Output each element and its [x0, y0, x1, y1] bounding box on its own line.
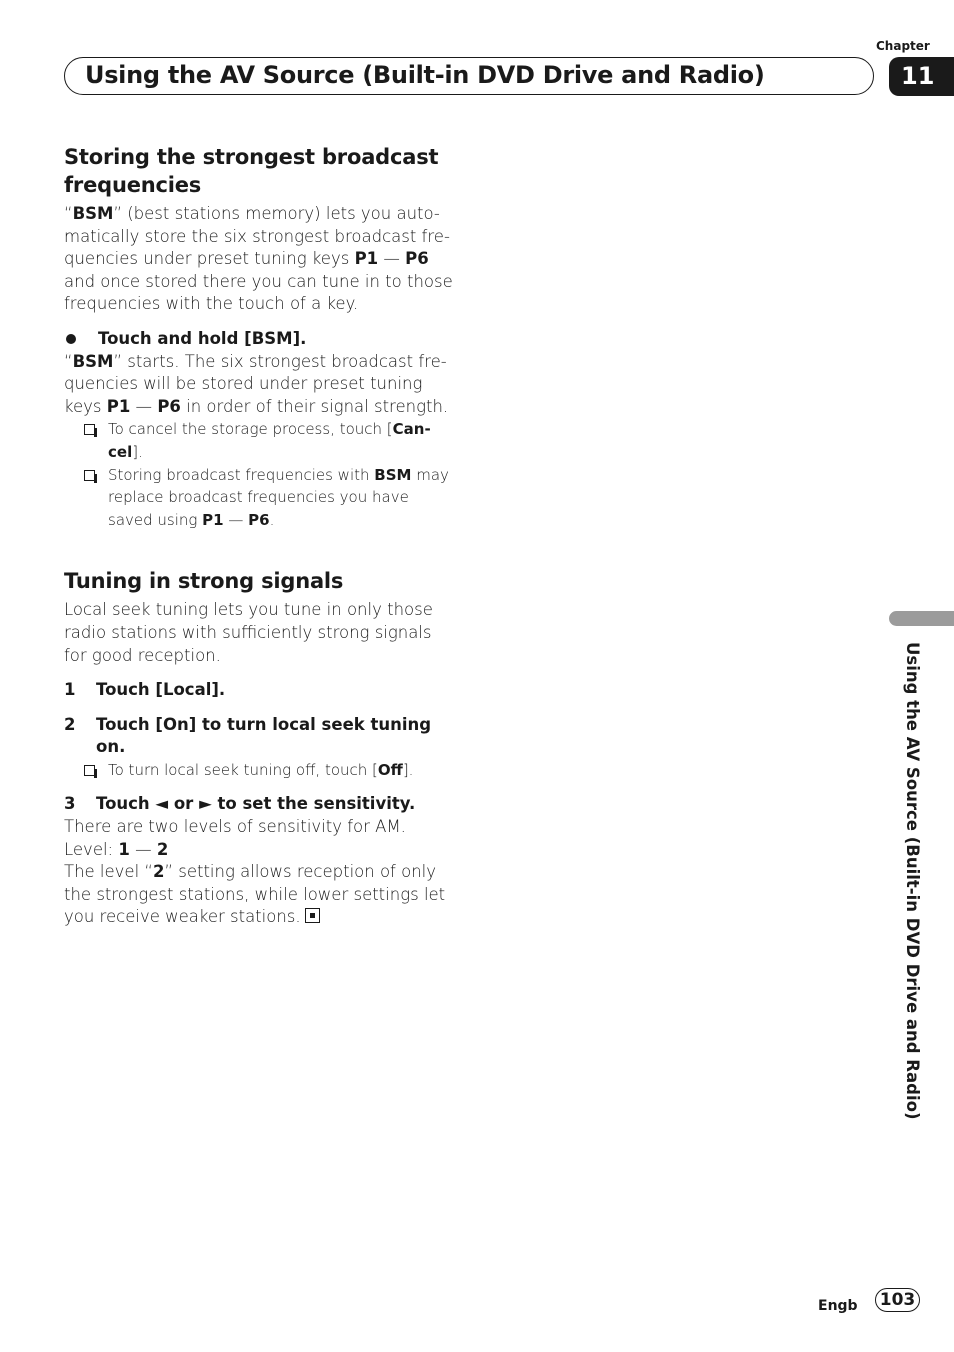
chapter-title-bar — [64, 57, 874, 95]
note-cancel-text: To cancel the storage process, touch [Can-cel]. — [108, 420, 431, 461]
section-heading-strong-signals: Tuning in strong signals — [64, 569, 344, 594]
note-local-off-text: To turn local seek tuning off, touch [Off]. — [108, 760, 414, 779]
chapter-label: Chapter — [876, 39, 930, 53]
step-number: 2 — [64, 714, 76, 734]
step-label: Touch [Local]. — [96, 680, 226, 700]
level-description: The level “2” setting allows reception of only the strongest stations, while lower settings let you receive weaker stations. — [64, 862, 446, 927]
note-bsm-replace-text: Storing broadcast frequencies with BSM may replace broadcast frequencies you have saved using P1 — P6. — [108, 465, 449, 529]
side-tab-text: Using the AV Source (Built-in DVD Drive and Radio) — [903, 642, 922, 1120]
note-bsm-replace — [84, 464, 454, 532]
note-checkbox-icon — [84, 765, 95, 776]
bullet-icon — [66, 334, 76, 344]
step-label: Touch ◄ or ► to set the sensitivity. — [96, 794, 416, 814]
step-label: Touch [On] to turn local seek tuning on. — [96, 714, 432, 757]
page-number: 103 — [875, 1288, 920, 1312]
step-2 — [64, 714, 454, 759]
step-number: 1 — [64, 680, 76, 700]
main-column — [64, 143, 454, 929]
chapter-title: Using the AV Source (Built-in DVD Drive and Radio) — [85, 61, 765, 89]
level-range: Level: 1 — 2 — [64, 839, 169, 859]
bsm-step — [64, 328, 454, 351]
bsm-step-body: “BSM” starts. The six strongest broadcast fre-quencies will be stored under preset tuning keys P1 — P6 in order of their signal strength. — [64, 351, 449, 416]
bsm-intro: “BSM” (best stations memory) lets you auto-matically store the six strongest broadcast fre-quencies under preset tuning keys P1 — P6 and once stored there you can tune in to those frequencies with the touch of a key. — [64, 204, 453, 314]
note-cancel — [84, 418, 454, 463]
note-local-off — [84, 759, 454, 782]
section-heading-bsm: Storing the strongest broadcast frequencies — [64, 145, 439, 197]
strong-signals-intro: Local seek tuning lets you tune in only those radio stations with sufficiently strong signals for good reception. — [64, 600, 433, 665]
note-checkbox-icon — [84, 424, 95, 435]
bsm-step-label: Touch and hold [BSM]. — [98, 328, 307, 348]
chapter-number-tab: 11 — [889, 57, 954, 96]
language-code: Engb — [818, 1298, 858, 1314]
side-tab-marker — [889, 611, 954, 626]
step-1 — [64, 679, 454, 702]
step-number: 3 — [64, 794, 76, 814]
note-checkbox-icon — [84, 470, 95, 481]
sensitivity-levels-text: There are two levels of sensitivity for AM. — [64, 817, 406, 837]
step-3 — [64, 793, 454, 816]
end-of-section-icon — [305, 908, 320, 923]
